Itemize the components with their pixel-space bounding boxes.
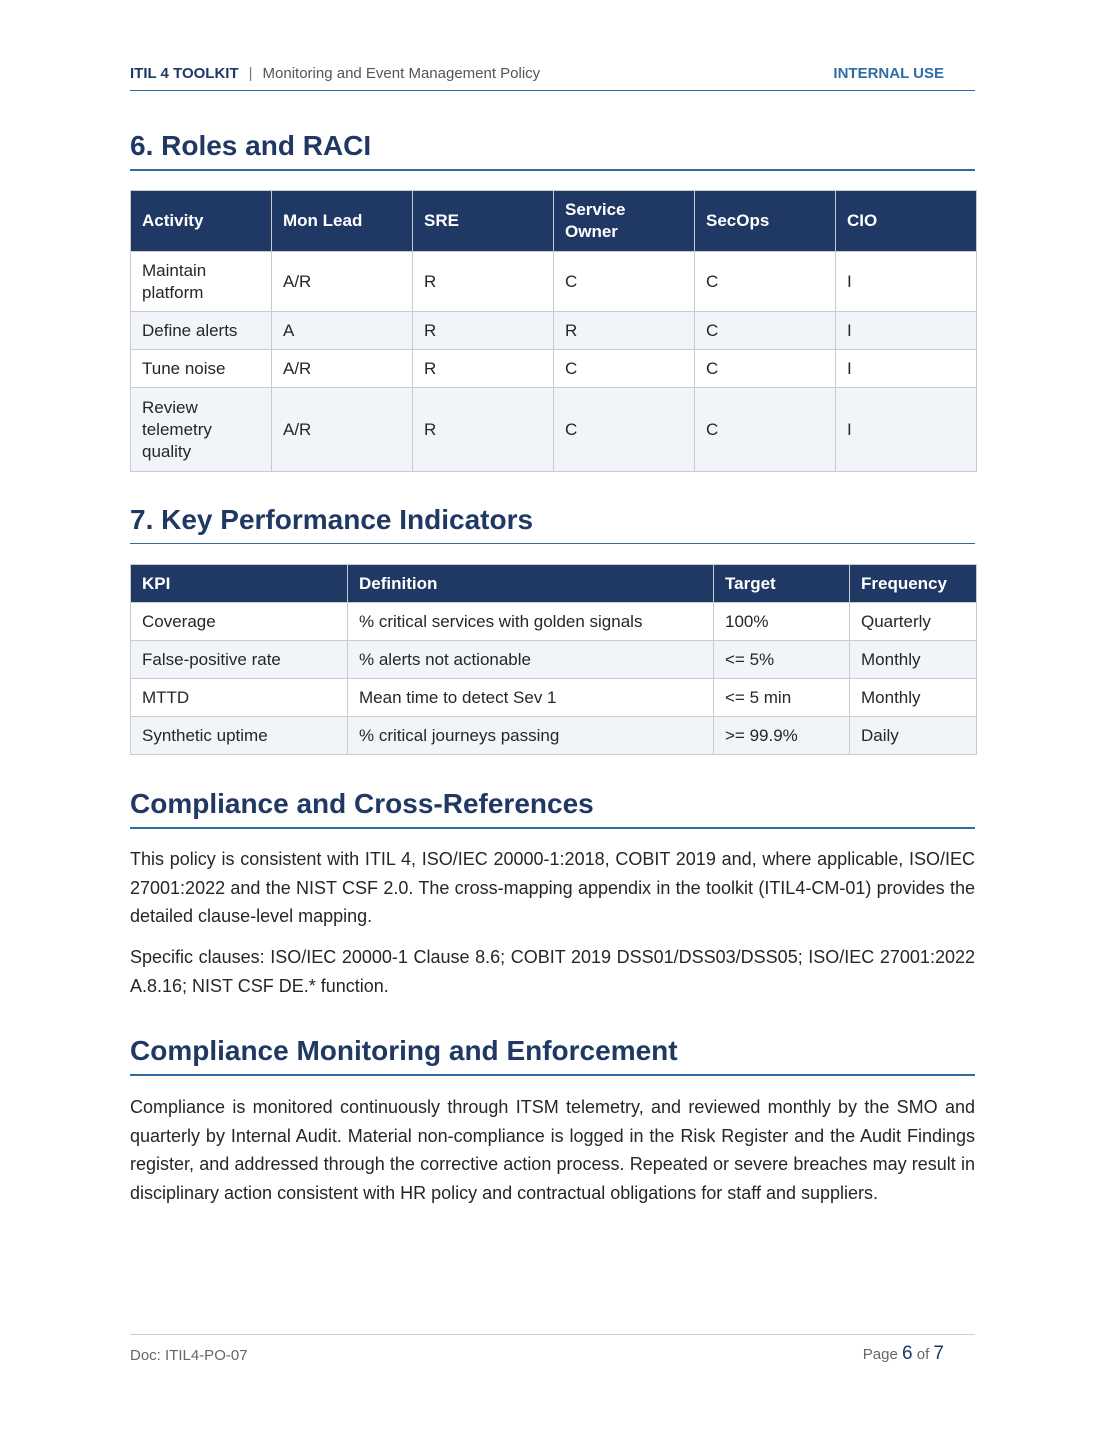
table-cell: Synthetic uptime bbox=[131, 717, 348, 755]
table-row bbox=[131, 252, 977, 312]
table-cell: C bbox=[554, 252, 695, 312]
enforcement-paragraph: Compliance is monitored continuously through ITSM telemetry, and reviewed monthly by the SMO and quarterly by Internal Audit. Material non-compliance is logged in the Risk Register and the Audit Findings register, and addressed through the corrective action process. Repeated or severe breaches may result in disciplinary action consistent with HR policy and contractual obligations for staff and suppliers. bbox=[130, 1097, 975, 1203]
table-row bbox=[131, 603, 977, 641]
raci-col-header: CIO bbox=[836, 191, 977, 252]
raci-header-row bbox=[131, 191, 977, 252]
raci-col-header: Mon Lead bbox=[272, 191, 413, 252]
table-cell: Review telemetry quality bbox=[131, 388, 272, 472]
table-cell: Monthly bbox=[850, 679, 977, 717]
table-cell: I bbox=[836, 388, 977, 472]
table-cell: C bbox=[695, 252, 836, 312]
table-cell: R bbox=[554, 312, 695, 350]
running-footer bbox=[130, 1334, 975, 1375]
table-cell: A bbox=[272, 312, 413, 350]
page-total: 7 bbox=[933, 1343, 944, 1364]
table-cell: A/R bbox=[272, 388, 413, 472]
raci-col-header: Service Owner bbox=[554, 191, 695, 252]
document-subtitle: Monitoring and Event Management Policy bbox=[262, 65, 541, 82]
table-cell: C bbox=[554, 388, 695, 472]
table-cell: Monthly bbox=[850, 641, 977, 679]
table-cell: R bbox=[413, 388, 554, 472]
table-cell: R bbox=[413, 350, 554, 388]
table-cell: <= 5% bbox=[714, 641, 850, 679]
compliance-heading: Compliance and Cross-References bbox=[130, 787, 975, 829]
compliance-paragraph-1: This policy is consistent with ITIL 4, ISO/IEC 20000-1:2018, COBIT 2019 and, where applicable, ISO/IEC 27001:2022 and the NIST CSF 2.0. The cross-mapping appendix in the toolkit (ITIL4-CM-01) provides the detailed clause-level mapping. bbox=[130, 849, 975, 926]
table-cell: 100% bbox=[714, 603, 850, 641]
kpi-col-header: Definition bbox=[348, 565, 714, 603]
header-separator: | bbox=[248, 65, 253, 82]
section-7-heading: 7. Key Performance Indicators bbox=[130, 503, 975, 544]
page-indicator bbox=[863, 1343, 944, 1365]
table-row bbox=[131, 717, 977, 755]
table-cell: % critical services with golden signals bbox=[348, 603, 714, 641]
table-cell: False-positive rate bbox=[131, 641, 348, 679]
table-cell: Tune noise bbox=[131, 350, 272, 388]
table-cell: Quarterly bbox=[850, 603, 977, 641]
table-cell: % alerts not actionable bbox=[348, 641, 714, 679]
table-cell: A/R bbox=[272, 252, 413, 312]
page-prefix: Page bbox=[862, 1346, 898, 1363]
table-cell: Daily bbox=[850, 717, 977, 755]
table-cell: I bbox=[836, 252, 977, 312]
table-cell: Maintain platform bbox=[131, 252, 272, 312]
table-cell: MTTD bbox=[131, 679, 348, 717]
table-cell: R bbox=[413, 252, 554, 312]
raci-table bbox=[130, 190, 977, 472]
kpi-col-header: Target bbox=[714, 565, 850, 603]
toolkit-brand: ITIL 4 TOOLKIT bbox=[130, 65, 239, 82]
table-cell: Define alerts bbox=[131, 312, 272, 350]
table-cell: R bbox=[413, 312, 554, 350]
table-cell: I bbox=[836, 350, 977, 388]
table-cell: % critical journeys passing bbox=[348, 717, 714, 755]
table-cell: <= 5 min bbox=[714, 679, 850, 717]
table-row bbox=[131, 641, 977, 679]
table-cell: C bbox=[695, 388, 836, 472]
table-cell: C bbox=[695, 312, 836, 350]
table-row bbox=[131, 679, 977, 717]
table-cell: C bbox=[554, 350, 695, 388]
section-6-heading: 6. Roles and RACI bbox=[130, 129, 975, 171]
raci-col-header: Activity bbox=[131, 191, 272, 252]
table-row bbox=[131, 388, 977, 472]
page-number: 6 bbox=[901, 1343, 913, 1364]
table-cell: Mean time to detect Sev 1 bbox=[348, 679, 714, 717]
kpi-table bbox=[130, 564, 977, 755]
enforcement-heading: Compliance Monitoring and Enforcement bbox=[130, 1034, 975, 1076]
table-row bbox=[131, 350, 977, 388]
document-id: Doc: ITIL4-PO-07 bbox=[130, 1347, 248, 1364]
classification-label: INTERNAL USE bbox=[833, 65, 944, 82]
running-header bbox=[130, 64, 975, 91]
raci-col-header: SRE bbox=[413, 191, 554, 252]
kpi-col-header: KPI bbox=[131, 565, 348, 603]
raci-col-header: SecOps bbox=[695, 191, 836, 252]
table-cell: >= 99.9% bbox=[714, 717, 850, 755]
page-of: of bbox=[916, 1346, 930, 1363]
table-cell: C bbox=[695, 350, 836, 388]
table-row bbox=[131, 312, 977, 350]
kpi-col-header: Frequency bbox=[850, 565, 977, 603]
compliance-paragraph-2: Specific clauses: ISO/IEC 20000-1 Clause 8.6; COBIT 2019 DSS01/DSS03/DSS05; ISO/IEC 27001:2022 A.8.16; NIST CSF DE.* function. bbox=[130, 947, 975, 996]
table-cell: Coverage bbox=[131, 603, 348, 641]
table-cell: A/R bbox=[272, 350, 413, 388]
table-cell: I bbox=[836, 312, 977, 350]
kpi-header-row bbox=[131, 565, 977, 603]
